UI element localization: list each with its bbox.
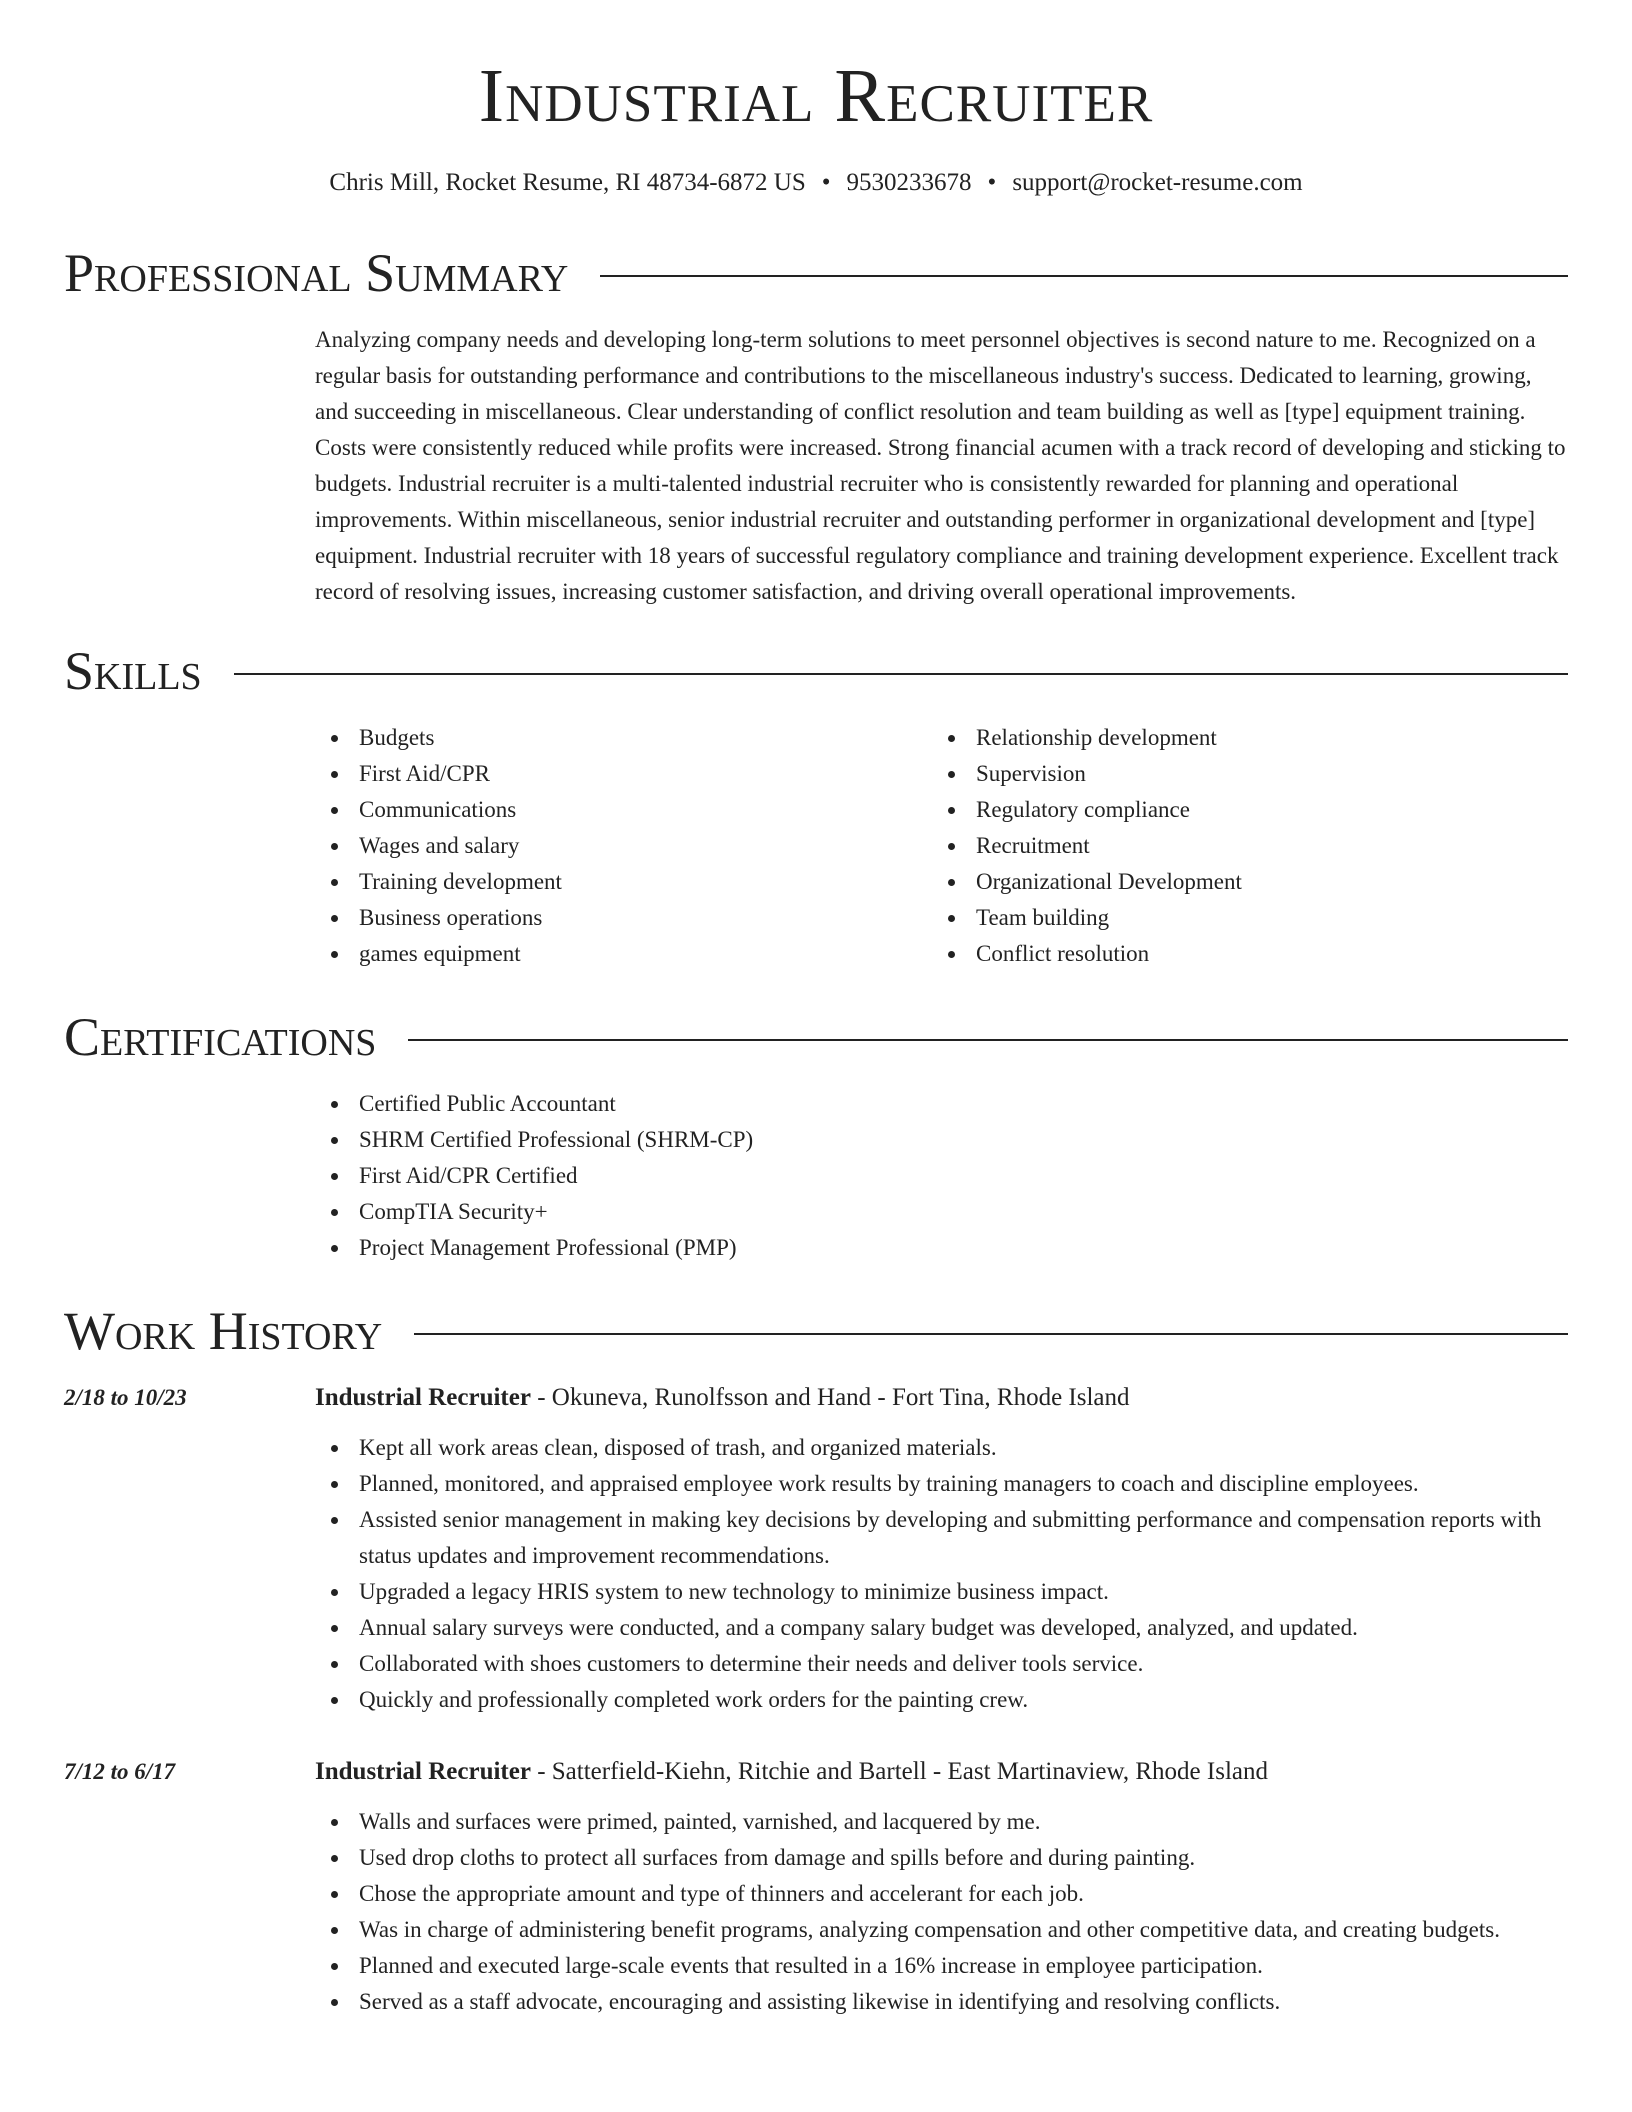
skill-item: Recruitment bbox=[932, 828, 1549, 864]
skill-item: games equipment bbox=[315, 936, 932, 972]
certification-item: SHRM Certified Professional (SHRM-CP) bbox=[315, 1122, 1568, 1158]
skill-item: Training development bbox=[315, 864, 932, 900]
section-divider bbox=[600, 275, 1568, 277]
certifications-list bbox=[315, 1086, 1568, 1266]
skill-item: Organizational Development bbox=[932, 864, 1549, 900]
contact-address: Chris Mill, Rocket Resume, RI 48734-6872 US bbox=[329, 169, 806, 196]
skill-item: Budgets bbox=[315, 720, 932, 756]
job-bullet: Assisted senior management in making key decisions by developing and submitting performance and compensation reports with status updates and improvement recommendations. bbox=[315, 1502, 1568, 1574]
certifications-heading: Certifications bbox=[64, 1007, 377, 1067]
job-details bbox=[315, 1380, 1568, 1718]
skill-item: Regulatory compliance bbox=[932, 792, 1549, 828]
skills-list-left bbox=[315, 720, 932, 972]
section-divider bbox=[234, 673, 1568, 675]
certifications-section bbox=[64, 1086, 1568, 1266]
job-entry bbox=[64, 1754, 1568, 2020]
job-bullet: Walls and surfaces were primed, painted, varnished, and lacquered by me. bbox=[315, 1804, 1568, 1840]
job-dates: 7/12 to 6/17 bbox=[64, 1759, 176, 1784]
work-history-heading: Work History bbox=[64, 1301, 383, 1361]
certification-item: First Aid/CPR Certified bbox=[315, 1158, 1568, 1194]
job-bullets bbox=[315, 1430, 1568, 1718]
job-bullet: Quickly and professionally completed work orders for the painting crew. bbox=[315, 1682, 1568, 1718]
job-heading bbox=[315, 1380, 1568, 1416]
contact-separator: • bbox=[821, 169, 831, 196]
skill-item: Supervision bbox=[932, 756, 1549, 792]
job-bullet: Annual salary surveys were conducted, and a company salary budget was developed, analyzed, and updated. bbox=[315, 1610, 1568, 1646]
job-title: Industrial Recruiter bbox=[315, 1758, 531, 1785]
job-bullet: Served as a staff advocate, encouraging and assisting likewise in identifying and resolving conflicts. bbox=[315, 1984, 1568, 2020]
job-bullet: Kept all work areas clean, disposed of trash, and organized materials. bbox=[315, 1430, 1568, 1466]
job-heading bbox=[315, 1754, 1568, 1790]
job-bullet: Used drop cloths to protect all surfaces from damage and spills before and during painting. bbox=[315, 1840, 1568, 1876]
job-dates: 2/18 to 10/23 bbox=[64, 1385, 187, 1410]
skill-item: Team building bbox=[932, 900, 1549, 936]
contact-phone: 9530233678 bbox=[846, 169, 972, 196]
skill-item: Communications bbox=[315, 792, 932, 828]
skills-section-header bbox=[64, 641, 1568, 701]
summary-section-header bbox=[64, 243, 1568, 303]
job-employer-location: - Okuneva, Runolfsson and Hand - Fort Tina, Rhode Island bbox=[530, 1384, 1130, 1411]
contact-email: support@rocket-resume.com bbox=[1012, 169, 1303, 196]
skills-list-right bbox=[932, 720, 1549, 972]
summary-section bbox=[64, 322, 1568, 610]
job-bullet: Chose the appropriate amount and type of thinners and accelerant for each job. bbox=[315, 1876, 1568, 1912]
job-bullet: Planned, monitored, and appraised employee work results by training managers to coach and discipline employees. bbox=[315, 1466, 1568, 1502]
summary-text: Analyzing company needs and developing long-term solutions to meet personnel objectives is second nature to me. Recognized on a regular basis for outstanding performance and contributions to the miscellaneous industry's success. Dedicated to learning, growing, and succeeding in miscellaneous. Clear understanding of conflict resolution and team building as well as [type] equipment training. Costs were consistently reduced while profits were increased. Strong financial acumen with a track record of developing and sticking to budgets. Industrial recruiter is a multi-talented industrial recruiter who is consistently rewarded for planning and operational improvements. Within miscellaneous, senior industrial recruiter and outstanding performer in organizational development and [type] equipment. Industrial recruiter with 18 years of successful regulatory compliance and training development experience. Excellent track record of resolving issues, increasing customer satisfaction, and driving overall operational improvements. bbox=[315, 327, 1566, 604]
skill-item: Relationship development bbox=[932, 720, 1549, 756]
job-employer-location: - Satterfield-Kiehn, Ritchie and Bartell - East Martinaview, Rhode Island bbox=[530, 1758, 1269, 1785]
resume-title: Industrial Recruiter bbox=[478, 54, 1154, 138]
job-entry bbox=[64, 1380, 1568, 1718]
skill-item: Conflict resolution bbox=[932, 936, 1549, 972]
certification-item: Certified Public Accountant bbox=[315, 1086, 1568, 1122]
job-bullet: Was in charge of administering benefit programs, analyzing compensation and other competitive data, and creating budgets. bbox=[315, 1912, 1568, 1948]
job-title: Industrial Recruiter bbox=[315, 1384, 531, 1411]
job-bullets bbox=[315, 1804, 1568, 2020]
section-divider bbox=[414, 1333, 1568, 1335]
job-bullet: Planned and executed large-scale events that resulted in a 16% increase in employee participation. bbox=[315, 1948, 1568, 1984]
job-details bbox=[315, 1754, 1568, 2020]
certification-item: Project Management Professional (PMP) bbox=[315, 1230, 1568, 1266]
contact-separator: • bbox=[987, 169, 997, 196]
certifications-section-header bbox=[64, 1007, 1568, 1067]
job-bullet: Upgraded a legacy HRIS system to new technology to minimize business impact. bbox=[315, 1574, 1568, 1610]
summary-heading: Professional Summary bbox=[64, 243, 569, 303]
skill-item: Wages and salary bbox=[315, 828, 932, 864]
certification-item: CompTIA Security+ bbox=[315, 1194, 1568, 1230]
skills-heading: Skills bbox=[64, 641, 202, 701]
contact-line bbox=[64, 168, 1568, 198]
job-bullet: Collaborated with shoes customers to determine their needs and deliver tools service. bbox=[315, 1646, 1568, 1682]
skills-section bbox=[64, 720, 1568, 972]
skill-item: First Aid/CPR bbox=[315, 756, 932, 792]
skill-item: Business operations bbox=[315, 900, 932, 936]
section-divider bbox=[408, 1039, 1568, 1041]
work-history-section-header bbox=[64, 1301, 1568, 1361]
